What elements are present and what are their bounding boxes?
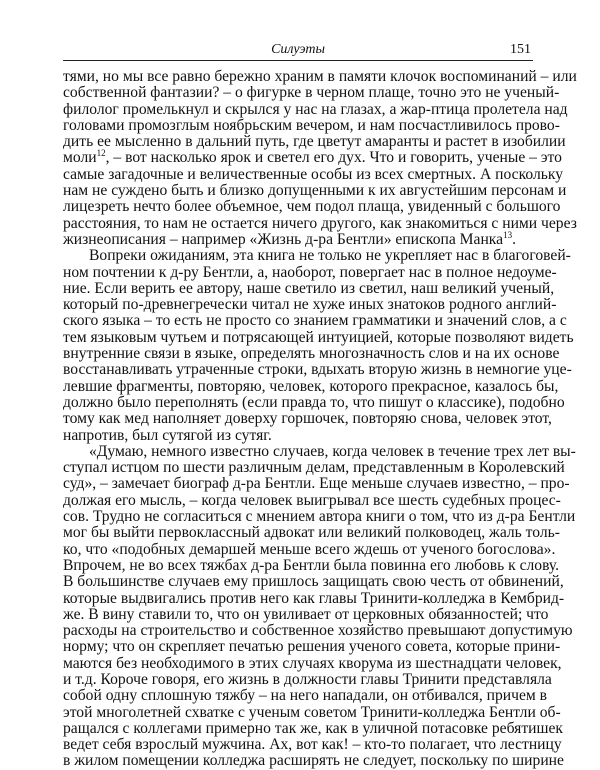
text-line	[63, 116, 560, 134]
line-text: «Думаю, немного известно случаев, когда человек в течение трех лет вы-	[89, 442, 576, 460]
text-line	[63, 459, 565, 477]
line-text: восстанавливать утраченные строки, вдыхать вторую жизнь в немногие уце-	[63, 361, 572, 379]
line-text: филолог промелькнул и скрылся у нас на глазах, а жар-птица пролетела над	[63, 100, 568, 118]
text-line	[63, 393, 565, 411]
line-text: ступал истцом по шести различным делам, представленным в Королевский	[63, 459, 565, 477]
line-text: головами промозглым ноябрьским вечером, и нам посчастливилось прово-	[63, 116, 560, 134]
text-line	[63, 198, 561, 216]
line-text: Вопреки ожиданиям, эта книга не только не укрепляет нас в благоговей-	[89, 247, 571, 265]
line-text: мог бы выйти первоклассный адвокат или великий полководец, жаль толь-	[63, 524, 560, 542]
text-line	[63, 442, 576, 460]
line-text: собственной фантазии? – о фигурке в черном плаще, точно это не ученый-	[63, 84, 560, 102]
text-line	[63, 84, 560, 102]
line-text: норму; что он скрепляет печатью решения ученого совета, которые прини-	[63, 638, 561, 656]
text-line	[63, 622, 573, 640]
line-text: Впрочем, не во всех тяжбах д-ра Бентли была повинна его любовь к слову.	[63, 556, 560, 574]
text-line	[63, 687, 548, 705]
line-text: самые загадочные и величественные особы из всех смертных. А поскольку	[63, 165, 564, 183]
line-text: который по-древнегречески читал не хуже иных знатоков родного англий-	[63, 296, 557, 314]
text-line	[63, 475, 570, 493]
line-text: ко, что «подобных демаршей меньше всего ждешь от ученого богослова».	[63, 540, 556, 558]
line-text: ние. Если верить ее автору, наше светило из светил, наш великий ученый,	[63, 279, 555, 297]
line-text: лицезреть нечто более объемное, чем подол плаща, увиденный с большого	[63, 198, 561, 216]
text-line	[63, 556, 560, 574]
line-text: тем языковым чутьем и потрясающей интуицией, которые позволяют видеть	[63, 328, 574, 346]
line-text: жизнеописания – например «Жизнь д-ра Бентли» епископа Манка	[63, 230, 504, 248]
text-line	[63, 428, 533, 444]
text-line	[63, 508, 576, 526]
line-text: напротив, был сутягой из сутяг.	[63, 426, 272, 444]
text-line	[63, 670, 552, 688]
text-line	[63, 752, 564, 770]
line-text: левшие фрагменты, повторяю, человек, которого прекрасное, казалось бы,	[63, 377, 559, 395]
text-line	[63, 377, 559, 395]
text-line	[63, 296, 557, 314]
line-text: сов. Трудно не согласиться с мнением автора книги о том, что из д-ра Бентли	[63, 508, 576, 526]
paragraph	[63, 68, 577, 248]
footnote-ref[interactable]: 12	[96, 148, 106, 159]
page-header	[63, 40, 533, 61]
text-line	[63, 345, 560, 363]
text-line	[63, 589, 565, 607]
text-line	[63, 328, 574, 346]
line-text: моли	[63, 149, 97, 167]
text-line	[63, 410, 552, 428]
line-text: суд», – замечает биограф д-ра Бентли. Еще меньше случаев известно, – про-	[63, 475, 570, 493]
paragraph	[63, 442, 576, 770]
text-line	[63, 229, 533, 248]
line-text: .	[512, 230, 516, 248]
line-text: расстояния, то нам не остается ничего другого, как знакомиться с ними через	[63, 214, 577, 232]
text-line	[63, 654, 562, 672]
text-line	[63, 524, 560, 542]
text-line	[63, 736, 562, 754]
line-text: дить ее мысленно в дальний путь, где цветут амаранты и растет в изобилии	[63, 133, 566, 151]
text-line	[63, 540, 556, 558]
text-line	[63, 68, 577, 85]
text-line	[63, 703, 561, 721]
text-line	[63, 491, 561, 509]
line-text: , – вот насколько ярок и светел его дух. Что и говорить, ученые – это	[105, 149, 562, 167]
line-text: внутренние связи в языке, определять многозначность слов и на их основе	[63, 345, 560, 363]
line-text: ном почтении к д-ру Бентли, а, наоборот, повергает нас в полное недоуме-	[63, 263, 557, 281]
line-text: маются без необходимого в этих случаях кворума из шестнадцати человек,	[63, 654, 562, 672]
running-title: Силуэты	[271, 42, 325, 57]
text-line	[63, 719, 563, 737]
text-line	[63, 214, 577, 232]
text-line	[63, 279, 555, 297]
line-text: ведет себя взрослый мужчина. Ах, вот как! – кто-то полагает, что лестницу	[63, 736, 562, 754]
line-text: тому как мед наполняет доверху горшочек, повторяю снова, человек этот,	[63, 410, 552, 428]
line-text: должая его мысль, – когда человек выигрывал все шесть судебных процес-	[63, 491, 561, 509]
line-text: которые выдвигались против него как главы Тринити-колледжа в Кембрид-	[63, 589, 565, 607]
page-number: 151	[510, 42, 531, 57]
text-line	[63, 247, 571, 265]
text-line	[63, 165, 564, 183]
footnote-ref[interactable]: 13	[503, 229, 513, 240]
line-text: нам не суждено быть и близко допущенными к их августейшим персонам и	[63, 182, 567, 200]
line-text: тями, но мы все равно бережно храним в памяти клочок воспоминаний – или	[63, 68, 577, 85]
line-text: расходы на строительство и собственное хозяйство превышают допустимую	[63, 622, 573, 640]
line-text: В большинстве случаев ему пришлось защищать свою честь от обвинений,	[63, 573, 564, 591]
text-line	[63, 605, 549, 623]
line-text: ского языка – то есть не просто со знанием грамматики и значений слов, а с	[63, 312, 567, 330]
text-line	[63, 100, 568, 118]
line-text: же. В вину ставили то, что он увиливает от церковных обязанностей; что	[63, 605, 549, 623]
line-text: в жилом помещении колледжа расширять не следует, поскольку по ширине	[63, 752, 564, 770]
line-text: и т.д. Короче говоря, его жизнь в должности главы Тринити представляла	[63, 670, 552, 688]
line-text: этой многолетней схватке с ученым советом Тринити-колледжа Бентли об-	[63, 703, 561, 721]
text-line	[63, 573, 564, 591]
text-line	[63, 263, 557, 281]
line-text: ращался с коллегами примерно так же, как в уличной потасовке ребятишек	[63, 719, 563, 737]
text-line	[63, 182, 567, 200]
text-line	[63, 312, 567, 330]
text-line	[63, 148, 562, 167]
paragraph	[63, 247, 574, 444]
page-body	[63, 68, 577, 770]
line-text: собой одну сплошную тяжбу – на него нападали, он отбивался, причем в	[63, 687, 548, 705]
line-text: должно было переполнять (если правда то, что пишут о классике), подобно	[63, 393, 565, 411]
text-line	[63, 638, 561, 656]
text-line	[63, 361, 572, 379]
